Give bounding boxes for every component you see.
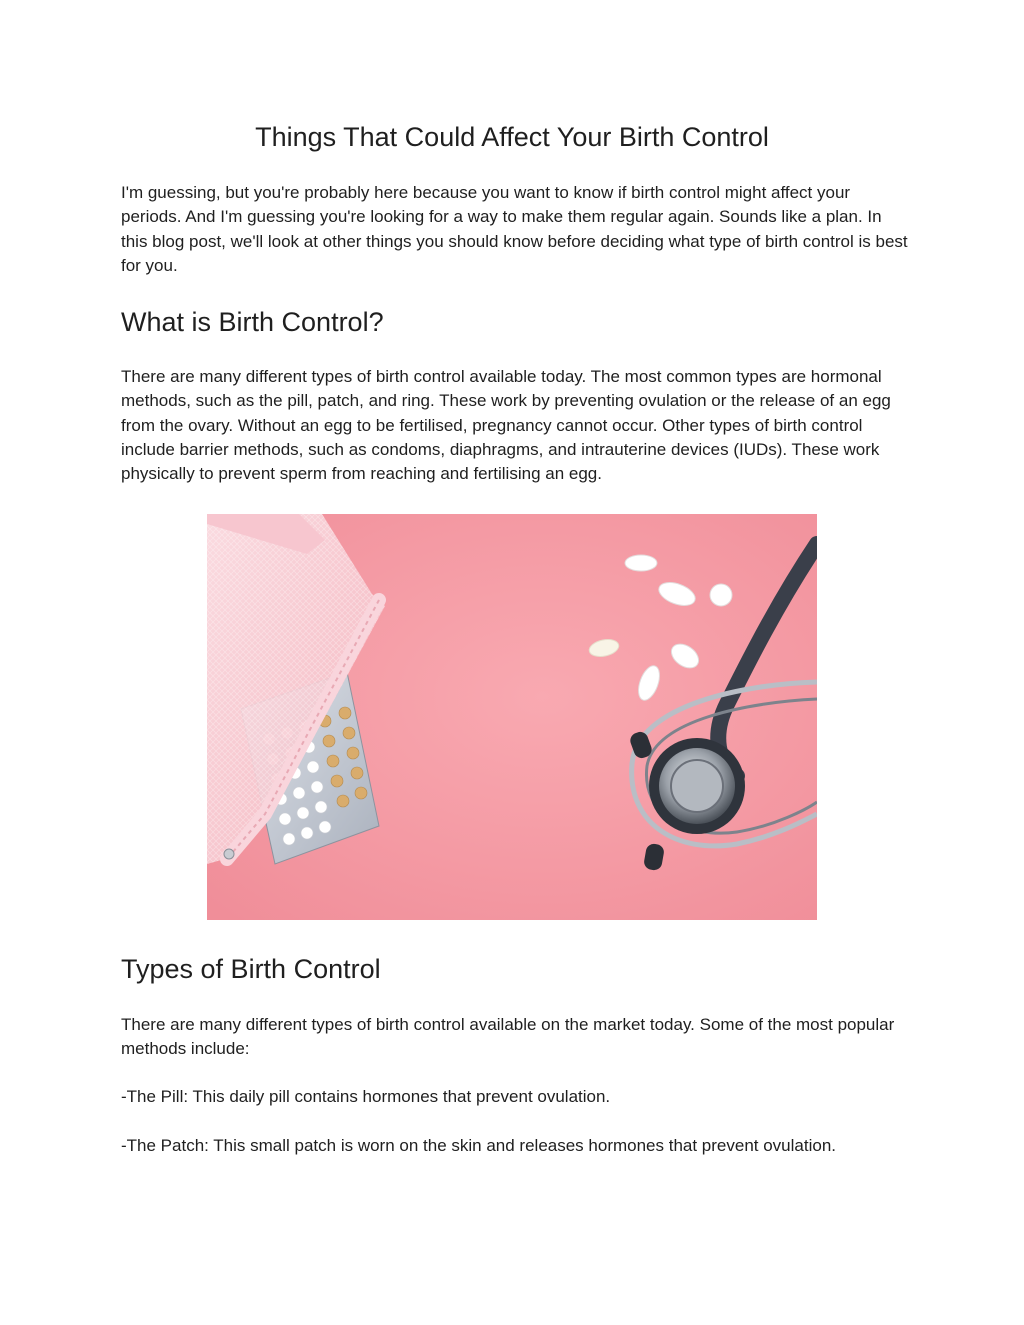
page-title: Things That Could Affect Your Birth Control: [255, 122, 769, 152]
birth-control-photo: [207, 514, 817, 920]
list-item-pill: -The Pill: This daily pill contains hormones that prevent ovulation.: [121, 1087, 611, 1106]
section-heading-what-is: What is Birth Control?: [121, 307, 384, 337]
section-body-types: There are many different types of birth control available on the market today. Some of the most popular methods include:: [121, 1015, 895, 1059]
intro-paragraph: I'm guessing, but you're probably here because you want to know if birth control might affect your periods. And I'm guessing you're looking for a way to make them regular again. Sounds like a plan. In this blog post, we'll look at other things you should know before deciding what type of birth control is best for you.: [121, 183, 908, 275]
section-heading-types: Types of Birth Control: [121, 954, 381, 984]
list-item-patch: -The Patch: This small patch is worn on the skin and releases hormones that prevent ovulation.: [121, 1136, 837, 1155]
section-body-what-is: There are many different types of birth control available today. The most common types are hormonal methods, such as the pill, patch, and ring. These work by preventing ovulation or the release of an egg from the ovary. Without an egg to be fertilised, pregnancy cannot occur. Other types of birth control include barrier methods, such as condoms, diaphragms, and intrauterine devices (IUDs). These work physically to prevent sperm from reaching and fertilising an egg.: [121, 367, 891, 484]
